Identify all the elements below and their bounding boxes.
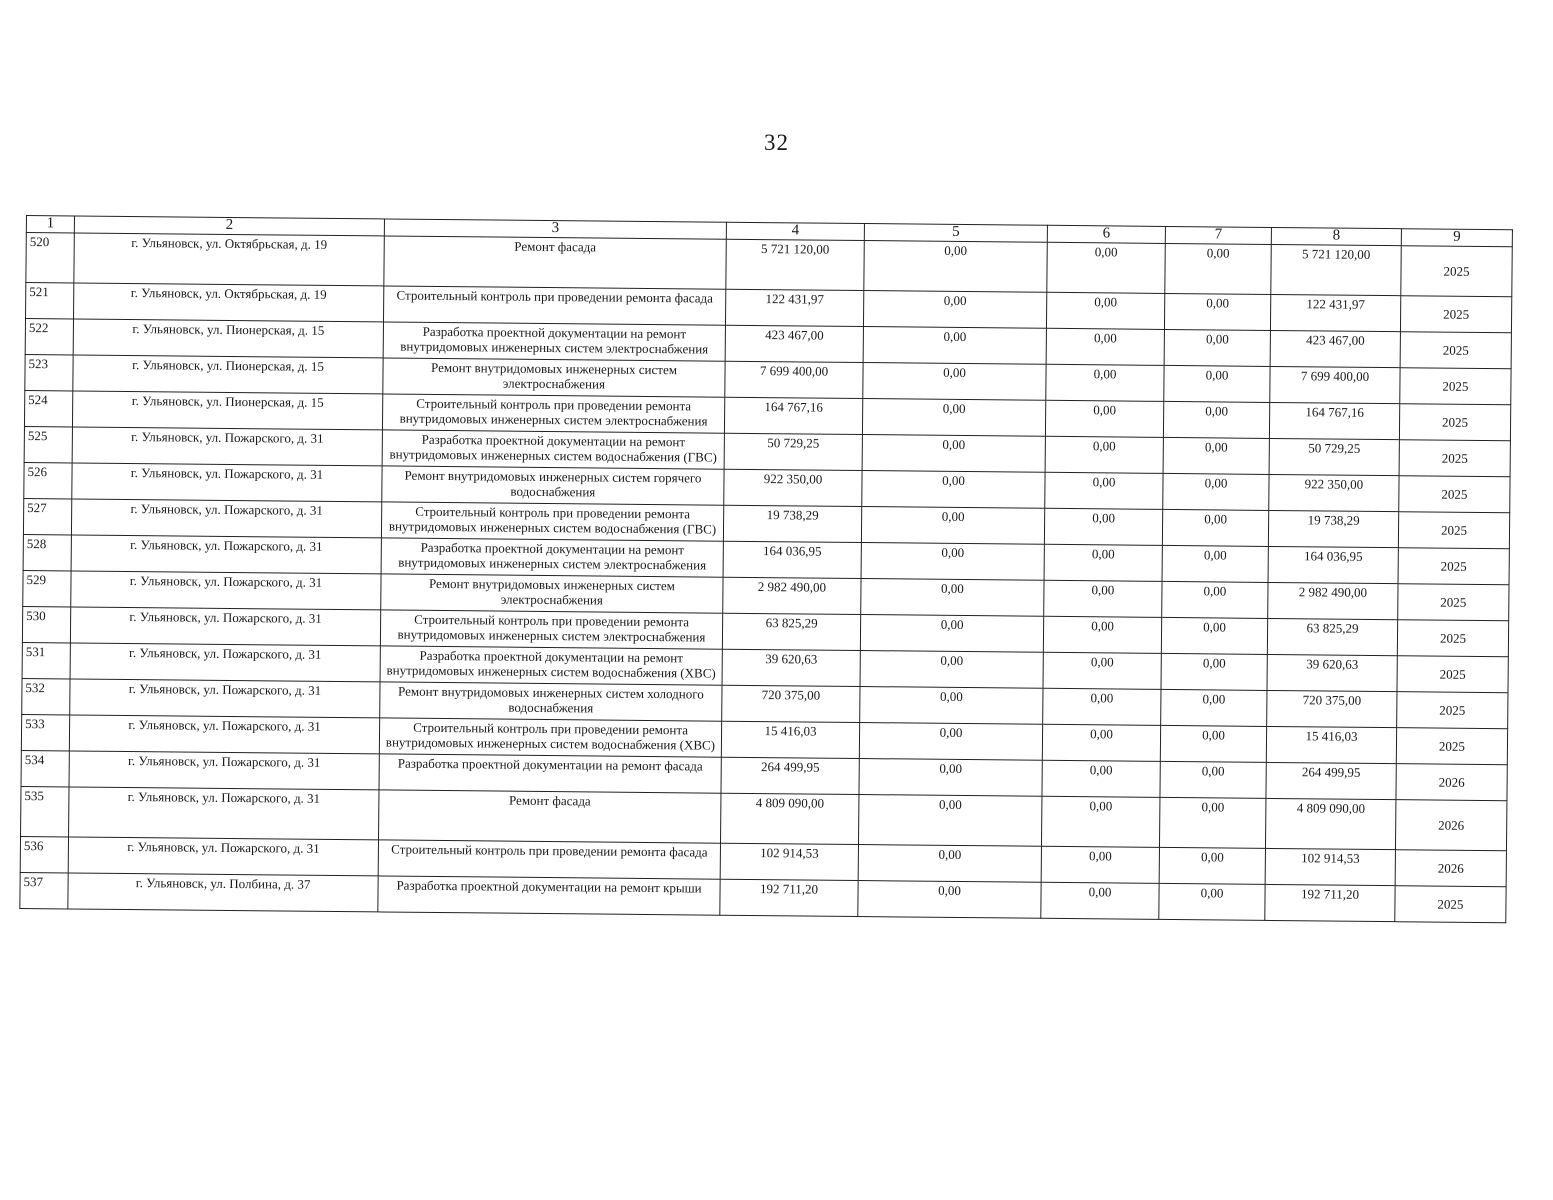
amount-col7-cell: 0,00 <box>1159 847 1265 884</box>
work-type-cell: Разработка проектной документации на ремонт внутридомовых инженерных систем электроснабжения <box>383 322 725 361</box>
amount-col6-cell: 0,00 <box>1045 400 1163 437</box>
amount-col5-cell: 0,00 <box>863 291 1046 329</box>
work-type-cell: Разработка проектной документации на ремонт внутридомовых инженерных систем электроснабжения <box>381 538 723 577</box>
amount-col4-cell: 102 914,53 <box>720 843 858 880</box>
address-cell: г. Ульяновск, ул. Пожарского, д. 31 <box>71 571 381 610</box>
amount-col6-cell: 0,00 <box>1044 580 1162 617</box>
amount-col5-cell: 0,00 <box>862 435 1045 473</box>
amount-col7-cell: 0,00 <box>1163 473 1269 510</box>
year-cell: 2025 <box>1398 512 1509 549</box>
amount-col4-cell: 922 350,00 <box>724 469 862 506</box>
amount-col7-cell: 0,00 <box>1159 883 1265 920</box>
row-number: 529 <box>23 570 71 606</box>
address-cell: г. Ульяновск, ул. Пожарского, д. 31 <box>70 643 380 682</box>
amount-col6-cell: 0,00 <box>1041 882 1159 919</box>
amount-col5-cell: 0,00 <box>860 687 1043 725</box>
amount-col4-cell: 4 809 090,00 <box>721 793 859 844</box>
amount-col5-cell: 0,00 <box>864 241 1047 293</box>
work-type-cell: Строительный контроль при проведении ремонта фасада <box>383 286 725 325</box>
amount-col8-cell: 5 721 120,00 <box>1271 244 1401 295</box>
work-type-cell: Ремонт внутридомовых инженерных систем горячего водоснабжения <box>382 466 724 505</box>
amount-col4-cell: 5 721 120,00 <box>726 239 864 290</box>
year-cell: 2026 <box>1395 850 1506 887</box>
address-cell: г. Ульяновск, ул. Пожарского, д. 31 <box>69 715 379 754</box>
amount-col5-cell: 0,00 <box>858 845 1041 883</box>
amount-col7-cell: 0,00 <box>1163 437 1269 474</box>
work-type-cell: Строительный контроль при проведении ремонта внутридомовых инженерных систем водоснабжения (ГВС) <box>381 502 723 541</box>
row-number: 532 <box>22 678 70 714</box>
amount-col8-cell: 122 431,97 <box>1270 294 1400 331</box>
amount-col6-cell: 0,00 <box>1044 544 1162 581</box>
work-type-cell: Ремонт фасада <box>379 790 721 843</box>
row-number: 526 <box>24 462 72 498</box>
amount-col8-cell: 922 350,00 <box>1269 474 1399 511</box>
amount-col5-cell: 0,00 <box>862 399 1045 437</box>
amount-col7-cell: 0,00 <box>1162 581 1268 618</box>
year-cell: 2025 <box>1399 440 1510 477</box>
amount-col4-cell: 15 416,03 <box>721 721 859 758</box>
column-header: 1 <box>26 216 74 233</box>
year-cell: 2025 <box>1400 368 1511 405</box>
row-number: 524 <box>24 390 72 426</box>
amount-col7-cell: 0,00 <box>1159 797 1265 848</box>
column-header: 8 <box>1271 227 1401 245</box>
row-number: 535 <box>21 786 69 836</box>
amount-col6-cell: 0,00 <box>1047 242 1165 293</box>
amount-col4-cell: 50 729,25 <box>724 433 862 470</box>
amount-col7-cell: 0,00 <box>1161 689 1267 726</box>
work-type-cell: Ремонт внутридомовых инженерных систем холодного водоснабжения <box>380 682 722 721</box>
amount-col5-cell: 0,00 <box>863 327 1046 365</box>
column-header: 7 <box>1165 226 1271 244</box>
amount-col7-cell: 0,00 <box>1164 293 1270 330</box>
work-type-cell: Разработка проектной документации на ремонт крыши <box>378 876 720 915</box>
column-header: 6 <box>1047 225 1165 243</box>
amount-col4-cell: 122 431,97 <box>725 289 863 326</box>
amount-col4-cell: 423 467,00 <box>725 325 863 362</box>
amount-col6-cell: 0,00 <box>1041 846 1159 883</box>
address-cell: г. Ульяновск, ул. Пионерская, д. 15 <box>73 355 383 394</box>
row-number: 537 <box>20 872 68 908</box>
amount-col8-cell: 102 914,53 <box>1265 848 1395 885</box>
amount-col5-cell: 0,00 <box>858 881 1041 919</box>
row-number: 527 <box>23 498 71 534</box>
amount-col7-cell: 0,00 <box>1160 725 1266 762</box>
address-cell: г. Ульяновск, ул. Пожарского, д. 31 <box>68 837 378 876</box>
amount-col4-cell: 720 375,00 <box>722 685 860 722</box>
year-cell: 2025 <box>1397 692 1508 729</box>
address-cell: г. Ульяновск, ул. Октябрьская, д. 19 <box>74 283 384 322</box>
address-cell: г. Ульяновск, ул. Пожарского, д. 31 <box>72 463 382 502</box>
amount-col4-cell: 264 499,95 <box>721 757 859 794</box>
amount-col6-cell: 0,00 <box>1042 724 1160 761</box>
amount-col5-cell: 0,00 <box>861 507 1044 545</box>
row-number: 533 <box>21 714 69 750</box>
amount-col7-cell: 0,00 <box>1164 365 1270 402</box>
amount-col4-cell: 39 620,63 <box>722 649 860 686</box>
work-type-cell: Строительный контроль при проведении ремонта внутридомовых инженерных систем водоснабжения (ХВС) <box>379 718 721 757</box>
address-cell: г. Ульяновск, ул. Октябрьская, д. 19 <box>74 233 384 286</box>
amount-col8-cell: 264 499,95 <box>1266 762 1396 799</box>
page-number: 32 <box>764 130 789 155</box>
amount-col6-cell: 0,00 <box>1045 472 1163 509</box>
amount-col8-cell: 164 036,95 <box>1268 546 1398 583</box>
year-cell: 2025 <box>1400 296 1511 333</box>
year-cell: 2025 <box>1398 584 1509 621</box>
row-number: 523 <box>25 354 73 390</box>
amount-col6-cell: 0,00 <box>1044 508 1162 545</box>
amount-col8-cell: 15 416,03 <box>1266 726 1396 763</box>
address-cell: г. Ульяновск, ул. Пожарского, д. 31 <box>69 787 379 840</box>
row-number: 521 <box>26 283 74 319</box>
amount-col5-cell: 0,00 <box>858 795 1041 847</box>
work-type-cell: Разработка проектной документации на ремонт внутридомовых инженерных систем водоснабжения (ХВС) <box>380 646 722 685</box>
year-cell: 2025 <box>1396 728 1507 765</box>
row-number: 520 <box>26 233 74 283</box>
amount-col6-cell: 0,00 <box>1045 436 1163 473</box>
amount-col8-cell: 164 767,16 <box>1269 402 1399 439</box>
amount-col8-cell: 7 699 400,00 <box>1270 366 1400 403</box>
amount-col4-cell: 7 699 400,00 <box>725 361 863 398</box>
year-cell: 2026 <box>1396 764 1507 801</box>
amount-col5-cell: 0,00 <box>860 615 1043 653</box>
amount-col8-cell: 423 467,00 <box>1270 330 1400 367</box>
address-cell: г. Ульяновск, ул. Пожарского, д. 31 <box>71 499 381 538</box>
row-number: 531 <box>22 642 70 678</box>
amount-col5-cell: 0,00 <box>859 759 1042 797</box>
amount-col5-cell: 0,00 <box>861 543 1044 581</box>
table-body <box>20 233 1512 923</box>
work-type-cell: Ремонт фасада <box>384 236 726 289</box>
amount-col6-cell: 0,00 <box>1041 796 1159 847</box>
column-header: 3 <box>384 219 726 239</box>
work-type-cell: Строительный контроль при проведении ремонта внутридомовых инженерных систем электроснабжения <box>382 394 724 433</box>
column-header: 4 <box>726 222 864 240</box>
year-cell: 2025 <box>1397 620 1508 657</box>
year-cell: 2025 <box>1399 476 1510 513</box>
amount-col8-cell: 19 738,29 <box>1268 510 1398 547</box>
year-cell: 2025 <box>1400 332 1511 369</box>
amount-col7-cell: 0,00 <box>1161 653 1267 690</box>
work-type-cell: Строительный контроль при проведении ремонта фасада <box>378 840 720 879</box>
amount-col4-cell: 192 711,20 <box>720 879 858 916</box>
year-cell: 2025 <box>1398 548 1509 585</box>
address-cell: г. Ульяновск, ул. Пожарского, д. 31 <box>70 607 380 646</box>
row-number: 525 <box>24 426 72 462</box>
row-number: 530 <box>22 606 70 642</box>
year-cell: 2025 <box>1397 656 1508 693</box>
amount-col4-cell: 63 825,29 <box>722 613 860 650</box>
amount-col7-cell: 0,00 <box>1163 401 1269 438</box>
amount-col8-cell: 2 982 490,00 <box>1268 582 1398 619</box>
table-container <box>19 215 1512 923</box>
amount-col4-cell: 164 767,16 <box>724 397 862 434</box>
work-type-cell: Ремонт внутридомовых инженерных систем электроснабжения <box>383 358 725 397</box>
works-table <box>19 215 1513 923</box>
amount-col5-cell: 0,00 <box>860 651 1043 689</box>
address-cell: г. Ульяновск, ул. Пионерская, д. 15 <box>72 391 382 430</box>
address-cell: г. Ульяновск, ул. Пожарского, д. 31 <box>72 427 382 466</box>
amount-col5-cell: 0,00 <box>862 471 1045 509</box>
amount-col6-cell: 0,00 <box>1046 292 1164 329</box>
address-cell: г. Ульяновск, ул. Пожарского, д. 31 <box>70 679 380 718</box>
amount-col4-cell: 164 036,95 <box>723 541 861 578</box>
amount-col8-cell: 39 620,63 <box>1267 654 1397 691</box>
amount-col7-cell: 0,00 <box>1162 509 1268 546</box>
amount-col7-cell: 0,00 <box>1164 329 1270 366</box>
address-cell: г. Ульяновск, ул. Пожарского, д. 31 <box>71 535 381 574</box>
amount-col7-cell: 0,00 <box>1162 545 1268 582</box>
amount-col7-cell: 0,00 <box>1160 761 1266 798</box>
amount-col4-cell: 19 738,29 <box>723 505 861 542</box>
amount-col6-cell: 0,00 <box>1046 328 1164 365</box>
amount-col7-cell: 0,00 <box>1165 243 1271 294</box>
amount-col6-cell: 0,00 <box>1042 760 1160 797</box>
address-cell: г. Ульяновск, ул. Пионерская, д. 15 <box>73 319 383 358</box>
row-number: 522 <box>25 319 73 355</box>
amount-col6-cell: 0,00 <box>1043 616 1161 653</box>
work-type-cell: Ремонт внутридомовых инженерных систем электроснабжения <box>381 574 723 613</box>
work-type-cell: Разработка проектной документации на ремонт фасада <box>379 754 721 793</box>
amount-col5-cell: 0,00 <box>861 579 1044 617</box>
column-header: 5 <box>864 224 1047 243</box>
year-cell: 2025 <box>1399 404 1510 441</box>
amount-col8-cell: 63 825,29 <box>1267 618 1397 655</box>
amount-col4-cell: 2 982 490,00 <box>723 577 861 614</box>
work-type-cell: Строительный контроль при проведении ремонта внутридомовых инженерных систем электроснабжения <box>380 610 722 649</box>
amount-col8-cell: 4 809 090,00 <box>1265 798 1395 849</box>
amount-col6-cell: 0,00 <box>1043 652 1161 689</box>
column-header: 9 <box>1401 229 1512 247</box>
amount-col8-cell: 720 375,00 <box>1267 690 1397 727</box>
work-type-cell: Разработка проектной документации на ремонт внутридомовых инженерных систем водоснабжения (ГВС) <box>382 430 724 469</box>
amount-col8-cell: 50 729,25 <box>1269 438 1399 475</box>
amount-col5-cell: 0,00 <box>859 723 1042 761</box>
year-cell: 2026 <box>1395 800 1506 851</box>
amount-col7-cell: 0,00 <box>1161 617 1267 654</box>
address-cell: г. Ульяновск, ул. Полбина, д. 37 <box>68 873 378 912</box>
year-cell: 2025 <box>1395 886 1506 923</box>
address-cell: г. Ульяновск, ул. Пожарского, д. 31 <box>69 751 379 790</box>
amount-col8-cell: 192 711,20 <box>1265 884 1395 921</box>
row-number: 536 <box>20 836 68 872</box>
row-number: 534 <box>21 750 69 786</box>
year-cell: 2025 <box>1401 246 1512 297</box>
amount-col6-cell: 0,00 <box>1043 688 1161 725</box>
column-header: 2 <box>74 216 384 236</box>
amount-col6-cell: 0,00 <box>1046 364 1164 401</box>
amount-col5-cell: 0,00 <box>863 363 1046 401</box>
row-number: 528 <box>23 534 71 570</box>
